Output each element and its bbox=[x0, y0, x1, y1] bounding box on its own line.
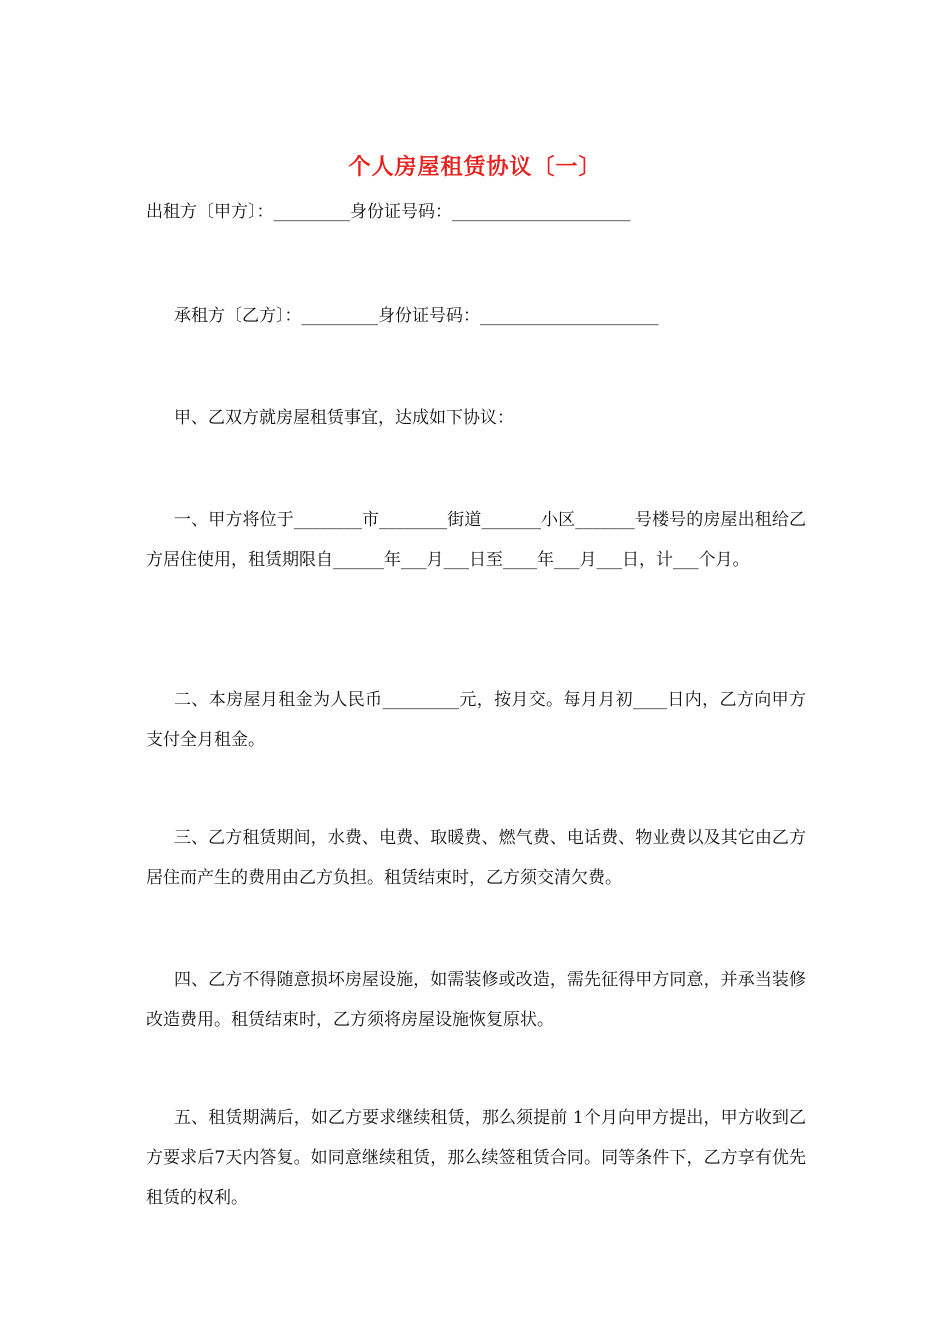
lessor-line: 出租方〔甲方〕：_________身份证号码：_____________________ bbox=[146, 202, 631, 222]
clause-4: 四、乙方不得随意损坏房屋设施，如需装修或改造，需先征得甲方同意，并承当装修改造费用。租赁结束时，乙方须将房屋设施恢复原状。 bbox=[146, 970, 806, 1030]
clause-1: 一、甲方将位于________市________街道_______小区_______号楼号的房屋出租给乙方居住使用，租赁期限自______年___月___日至____年___月___日，计___个月。 bbox=[146, 510, 806, 570]
clause-3: 三、乙方租赁期间，水费、电费、取暖费、燃气费、电话费、物业费以及其它由乙方居住而产生的费用由乙方负担。租赁结束时，乙方须交清欠费。 bbox=[146, 828, 806, 888]
lessee-line: 承租方〔乙方〕：_________身份证号码：_____________________ bbox=[174, 306, 659, 326]
clause-2: 二、本房屋月租金为人民币_________元，按月交。每月月初____日内，乙方向甲方支付全月租金。 bbox=[146, 690, 806, 750]
clause-5: 五、租赁期满后，如乙方要求继续租赁，那么须提前 1个月向甲方提出，甲方收到乙方要求后7天内答复。如同意继续租赁，那么续签租赁合同。同等条件下，乙方享有优先租赁的权利。 bbox=[146, 1108, 806, 1208]
intro-paragraph: 甲、乙双方就房屋租赁事宜，达成如下协议： bbox=[174, 408, 514, 428]
document-title: 个人房屋租赁协议〔一〕 bbox=[348, 154, 602, 180]
